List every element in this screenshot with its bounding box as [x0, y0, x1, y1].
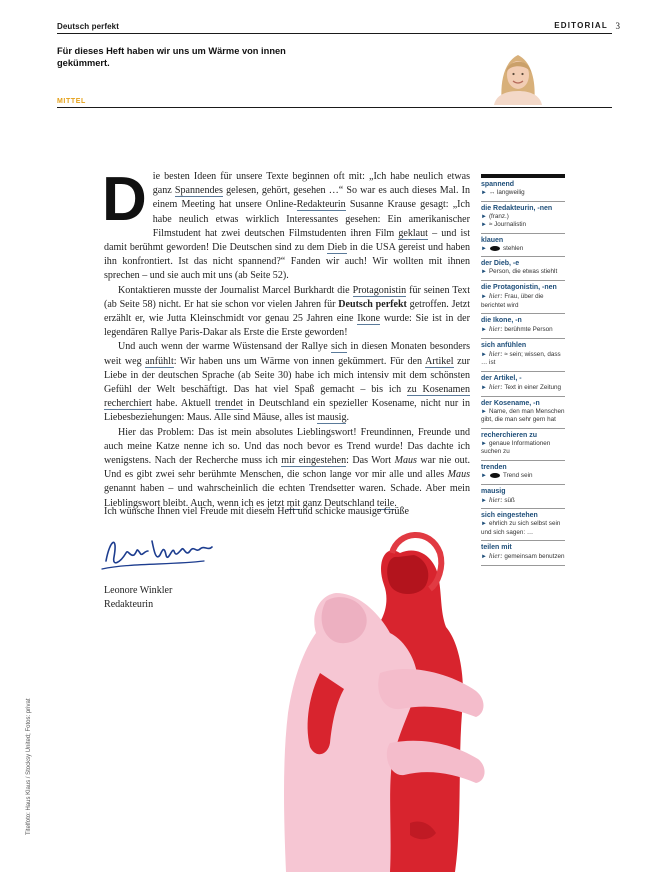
glossary-term: die Redakteurin, -nen [481, 204, 553, 212]
arrow-icon: ► [481, 472, 487, 479]
text-run: in die USA gereist und haben ihn konfrontiert. Ist das nicht spannend?“ Fanden wir auch! Wir wollten mit ihnen sprechen – und sie auch mit uns (ab Seite 52). [104, 242, 471, 282]
arrow-icon: ► [481, 213, 487, 220]
arrow-icon: ► [481, 521, 487, 528]
editorial-subtitle: Für dieses Heft haben wir uns um Wärme von innen gekümmert. [57, 46, 286, 68]
arrow-icon: ► [481, 384, 487, 391]
glossary-term-link: Artikel [425, 355, 454, 367]
glossary-entry [481, 372, 565, 397]
glossary-entry [481, 339, 565, 372]
text-run: genannt haben – und wahrscheinlich die echten Trendsetter waren. Schade. Aber mein Lieblingswort bleibt. Auch, wenn ich es jetzt [104, 483, 470, 509]
handwritten-signature [100, 527, 220, 577]
glossary-definition-text: stehlen [502, 244, 524, 252]
difficulty-level: MITTEL [57, 98, 86, 105]
glossary-entry [481, 541, 565, 566]
author-role: Redakteurin [104, 599, 154, 610]
glossary-definition-text: ≈ sein; wissen, dass … ist [481, 350, 561, 367]
glossary-definition-text: genaue Informationen suchen zu [481, 439, 551, 456]
glossary-term: recherchieren zu [481, 431, 538, 439]
text-run: Hier das Problem: Das ist mein absolutes Lieblingswort! Freundinnen, Freunde und auch meine Katze nenne ich so. Und das noch bevor es Trend wurde! Das dachte ich wenigstens. Nach der Recherche muss ich [104, 426, 470, 467]
arrow-icon: ► [481, 440, 487, 447]
arrow-icon: ► [481, 497, 487, 504]
text-run: . [394, 497, 397, 509]
glossary-entry [481, 461, 565, 485]
glossary-definition-text: Text in einer Zeitung [504, 383, 562, 391]
arrow-icon: ► [481, 554, 487, 561]
text-run: Susanne Krause gesagt: „Ich habe neulich etwas wirklich Interessantes gesehen: Ein amerikanischer Filmstudent hat zwei deutschen Filmstudenten ihren Film [152, 199, 471, 239]
glossary-hint: hier: [488, 382, 505, 391]
glossary-term-link: mir eingestehen [281, 455, 347, 467]
glossary-entry [481, 509, 565, 541]
glossary-term-link: geklaut [398, 227, 428, 239]
text-run: : Wir haben uns um Wärme von innen gekümmert. Für den [173, 355, 426, 367]
glossary-definition-text: gemeinsam benutzen [504, 553, 565, 561]
glossary-entry [481, 397, 565, 429]
glossary-entry [481, 281, 565, 314]
glossary-term: sich eingestehen [481, 512, 538, 520]
glossary-hint: hier: [488, 495, 505, 504]
glossary-term-link: mausig [317, 412, 347, 424]
level-rule [57, 107, 612, 108]
glossary-term-link: Ikone [357, 313, 381, 325]
glossary-definition-text: berühmte Person [504, 326, 553, 334]
glossary-hint: hier: [488, 349, 505, 358]
glossary-term-link: trendet [215, 398, 243, 410]
glossary-term: mausig [481, 487, 506, 495]
glossary-term-link: recherchiert [104, 398, 152, 410]
lips-icon [490, 473, 500, 478]
glossary-term-link: sich [331, 341, 348, 353]
article-paragraph [104, 340, 470, 425]
magazine-name: Deutsch perfekt [57, 22, 119, 31]
drop-cap: D [102, 165, 147, 234]
bold-text: Deutsch perfekt [338, 298, 407, 310]
glossary-entry [481, 202, 565, 234]
glossary-definition-text: ↔ langweilig [488, 189, 525, 196]
text-run: in diesen Monaten besonders weit weg [104, 341, 470, 367]
text-run: – und ist damit berühmt geworden! Die Deutschen sind zu dem [104, 227, 470, 254]
glossary-definition [481, 383, 565, 393]
hugging-sweaters-photo [280, 523, 495, 872]
glossary-entry [481, 178, 565, 202]
glossary-entry [481, 429, 565, 461]
glossary-term-link: zu Kosenamen [407, 384, 470, 396]
glossary-entry [481, 485, 565, 510]
glossary-definition [481, 440, 565, 457]
glossary-term: klauen [481, 236, 504, 244]
glossary-term: der Kosename, -n [481, 399, 540, 407]
glossary-term: trenden [481, 463, 507, 471]
glossary-definition [481, 408, 565, 425]
glossary-definition-text: süß [504, 496, 515, 504]
article-paragraph [104, 426, 470, 511]
text-run: getroffen. Jetzt erzählt er, wie Jutta Kleinschmidt vor genau 25 Jahren eine [104, 298, 470, 325]
glossary-entry [481, 257, 565, 281]
closing-greeting: Ich wünsche Ihnen viel Freude mit diesem Heft und schicke mausige Grüße [104, 506, 409, 517]
glossary-term-link: Protagonistin [352, 284, 407, 296]
glossary-definition [481, 472, 565, 481]
glossary-definition [481, 496, 565, 506]
glossary-term-link: mit [286, 497, 301, 509]
text-run: Und auch wenn der warme Wüstensand der Rallye [118, 341, 332, 353]
article-paragraph [104, 284, 470, 341]
page-number: 3 [615, 21, 620, 31]
author-name: Leonore Winkler [104, 585, 173, 596]
text-run: für seinen Text (ab Seite 58) nicht. Er hat sie schon vor vielen Jahren für [104, 284, 470, 310]
text-run: : Das Wort [346, 455, 395, 467]
glossary-definition [481, 520, 565, 537]
glossary-definition [481, 213, 565, 230]
glossary-definition [481, 350, 565, 368]
glossary-definition-text: Person, die etwas stiehlt [488, 268, 558, 276]
glossary-hint: hier: [488, 552, 505, 561]
glossary-term-link: teile [376, 497, 395, 509]
glossary-term-link: Redakteurin [296, 199, 346, 211]
glossary-definition-text: Trend sein [502, 471, 533, 479]
italic-text: Maus [394, 455, 417, 467]
arrow-icon: ► [481, 351, 487, 358]
glossary-definition-text: Name, den man Menschen gibt, die man sehr gern hat [481, 407, 565, 424]
italic-text: Maus [447, 469, 470, 481]
glossary-definition-text: (franz.) [488, 212, 509, 220]
glossary-definition [481, 268, 565, 277]
text-run: habe. Aktuell [151, 398, 216, 410]
glossary-definition-text: ≈ Journalistin [488, 221, 527, 229]
arrow-icon: ► [481, 222, 487, 229]
vocabulary-glossary [481, 174, 565, 566]
arrow-icon: ► [481, 327, 487, 334]
header-rule [57, 33, 612, 34]
glossary-term: spannend [481, 181, 515, 188]
text-run: in Deutschland ein spezieller Kosename, nicht nur in Liebesbeziehungen: Maus. Alle sind Mäuse, alles ist [104, 398, 471, 424]
glossary-term: der Dieb, -e [481, 260, 520, 268]
arrow-icon: ► [481, 269, 487, 276]
glossary-term: sich anfühlen [481, 341, 527, 349]
glossary-term-link: anfühlt [145, 355, 174, 367]
text-run: wurde: Sie ist in der legendären Rallye Paris-Dakar als Erste die Erste geworden! [104, 313, 470, 339]
glossary-definition-text: Frau, über die berichtet wird [481, 292, 544, 309]
arrow-icon: ► [481, 408, 487, 415]
glossary-term-link: Spannendes [174, 185, 223, 197]
glossary-definition [481, 552, 565, 562]
lips-icon [490, 246, 500, 251]
glossary-hint: hier: [488, 325, 505, 334]
glossary-definition-text: ehrlich zu sich selbst sein und sich sagen: … [481, 520, 561, 536]
text-run: . [346, 412, 349, 424]
glossary-definition [481, 245, 565, 254]
arrow-icon: ► [481, 190, 487, 196]
glossary-definition [481, 292, 565, 310]
glossary-term: die Ikone, -n [481, 317, 522, 325]
photo-credit: Titelfoto: Haus Klaus / Stocksy United; Fotos: privat [26, 698, 32, 835]
text-run: gelesen, gehört, gesehen …“ So war es auch dieses Mal. In einem Meeting hat unsere Online- [152, 185, 471, 211]
glossary-entry [481, 234, 565, 258]
text-run: war nie out. Und es gibt zwei sehr berühmte Menschen, die schon lange vor mir alle und alles [104, 455, 471, 481]
text-run: zur Liebe in der deutschen Sprache (ab Seite 30) habe ich mich intensiv mit dem schönsten Gefühl der Welt beschäftigt. Das hat viel Spaß gemacht – bis ich [104, 355, 471, 396]
text-run: ganz Deutschland [300, 497, 377, 509]
article-paragraph [102, 165, 471, 284]
glossary-definition [481, 325, 565, 335]
glossary-term: der Artikel, - [481, 374, 522, 382]
editorial-article [102, 165, 471, 511]
arrow-icon: ► [481, 293, 487, 300]
glossary-term: teilen mit [481, 544, 512, 552]
section-label: EDITORIAL [554, 21, 608, 30]
text-run: Kontaktieren musste der Journalist Marcel Burkhardt die [118, 284, 353, 296]
glossary-definition [481, 189, 565, 198]
glossary-hint: hier: [488, 291, 505, 300]
text-run: ie besten Ideen für unsere Texte beginnen oft mit: „Ich habe neulich etwas ganz [152, 171, 470, 197]
glossary-entry [481, 314, 565, 339]
arrow-icon: ► [481, 245, 487, 252]
glossary-term-link: Dieb [327, 242, 347, 254]
author-portrait [488, 41, 548, 105]
glossary-term: die Protagonistin, -nen [481, 283, 557, 291]
